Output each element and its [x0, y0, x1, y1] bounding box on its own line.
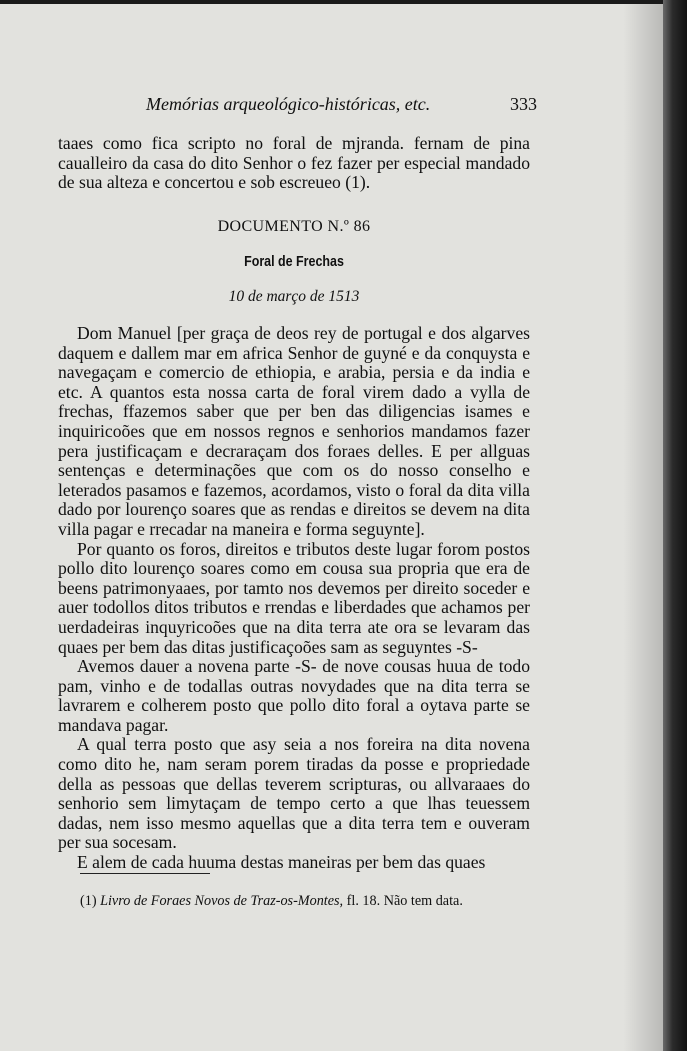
- document-number: DOCUMENTO N.º 86: [217, 218, 371, 235]
- intro-paragraph: [58, 134, 530, 193]
- footnote-marker: (1): [80, 893, 97, 909]
- page-number: 333: [510, 94, 537, 114]
- document-date: 10 de março de 1513: [228, 288, 360, 305]
- book-page: [0, 4, 663, 1051]
- page-gutter-shadow: [623, 4, 663, 1051]
- body-paragraph: Dom Manuel [per graça de deos rey de portugal e dos algarves daquem e dallem mar em africa Senhor de guyné e da conquysta e navegaçam e comercio de ethiopia, e arabia, persia e da india e etc. A quantos esta nossa carta de foral virem dado a vylla de frechas, ffazemos saber que per ben das diligencias isames e inquiricoões que em nossos regnos e senhorios mandamos fazer pera justificaçam e decraraçam dos foraes delles. E per allguas sentenças e determinações que com os do nosso conselho e leterados pasamos e fazemos, acordamos, visto o foral da dita villa dado por lourenço soares que as rendas e direitos se devem na dita villa pagar e rrecadar na maneira e forma seguynte].: [58, 323, 530, 539]
- footnote-divider: [80, 873, 210, 874]
- document-body: [58, 324, 530, 873]
- intro-text: taaes como fica scripto no foral de mjranda. fernam de pina caualleiro da casa do dito Senhor o fez fazer per especial mandado de sua alteza e concertou e sob escreueo (1).: [58, 133, 530, 193]
- document-title: Foral de Frechas: [244, 254, 344, 270]
- footnote-source-title: Livro de Foraes Novos de Traz-os-Montes,: [100, 893, 344, 909]
- footnote: [80, 893, 530, 910]
- body-paragraph: E alem de cada huuma destas maneiras per bem das quaes: [77, 852, 486, 873]
- book-binding-edge: [663, 0, 687, 1051]
- footnote-location: fl. 18. Não tem data.: [346, 893, 463, 909]
- running-title: Memórias arqueológico-históricas, etc.: [146, 94, 431, 114]
- body-paragraph: A qual terra posto que asy seia a nos foreira na dita novena como dito he, nam seram porem tiradas da posse e propriedade della as pessoas que dellas teverem scripturas, ou allvaraaes do senhorio sem limytaçam de tempo certo a que lhas teuessem dadas, nem isso mesmo aquellas que a dita terra tem e ouveram per sua socesam.: [58, 734, 530, 853]
- body-paragraph: Avemos dauer a novena parte -S- de nove cousas huua de todo pam, vinho e de todallas outras novydades que na dita terra se lavrarem e colherem posto que pollo dito foral a oytava parte se mandava pagar.: [58, 656, 530, 735]
- body-paragraph: Por quanto os foros, direitos e tributos deste lugar forom postos pollo dito lourenço soares como em cousa sua propria que era de beens patrimonyaaes, por tamto nos devemos per direito soceder e auer todollos ditos tributos e rrendas e liberdades que achamos per uerdadeiras inquyricoões que na dita terra ate ora se levaram das quaes per bem das ditas justificaçoões sam as seguyntes -S-: [58, 538, 530, 657]
